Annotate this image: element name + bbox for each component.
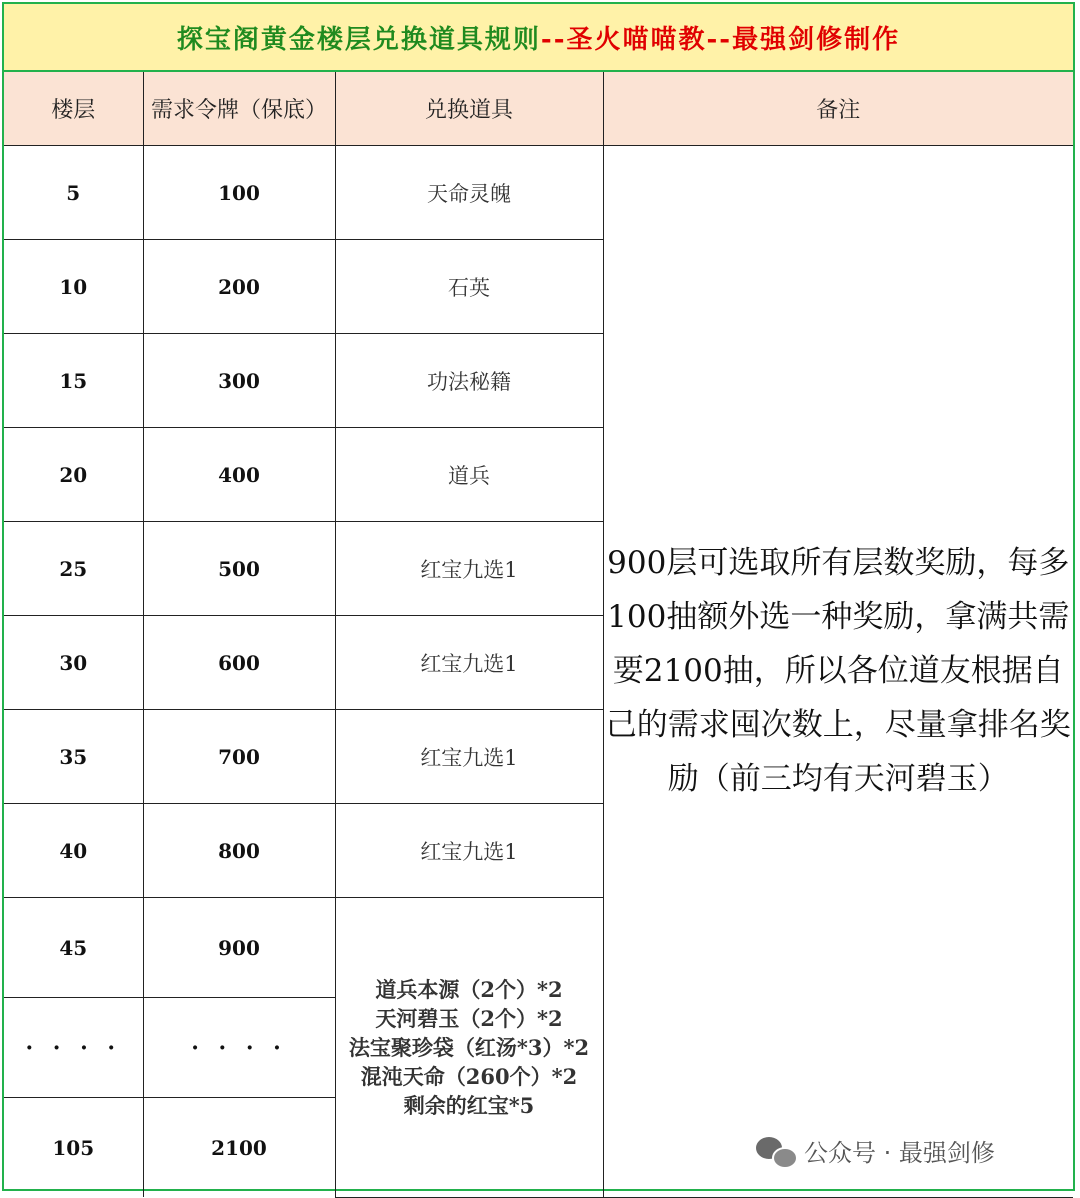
- floor-cell: 20: [4, 428, 143, 522]
- wechat-icon: [756, 1135, 796, 1167]
- special-items-cell: [335, 898, 603, 1198]
- item-cell: 红宝九选1: [335, 616, 603, 710]
- token-cell: 700: [143, 710, 335, 804]
- item-cell: 红宝九选1: [335, 710, 603, 804]
- floor-cell: 10: [4, 240, 143, 334]
- rules-sheet: [2, 2, 1075, 1191]
- token-cell: 500: [143, 522, 335, 616]
- token-cell: 200: [143, 240, 335, 334]
- floor-cell: 40: [4, 804, 143, 898]
- item-cell: 天命灵魄: [335, 146, 603, 240]
- title-author: --圣火喵喵教--最强剑修制作: [540, 24, 901, 55]
- watermark-text: 公众号 · 最强剑修: [804, 1139, 995, 1167]
- header-item: 兑换道具: [335, 72, 603, 146]
- token-cell: 800: [143, 804, 335, 898]
- table-row: [4, 146, 1073, 240]
- item-cell: 道兵: [335, 428, 603, 522]
- floor-cell: 35: [4, 710, 143, 804]
- watermark: [756, 1133, 995, 1168]
- item-cell: 功法秘籍: [335, 334, 603, 428]
- item-cell: 红宝九选1: [335, 522, 603, 616]
- token-cell: 600: [143, 616, 335, 710]
- header-row: [4, 72, 1073, 146]
- title-bar: [4, 4, 1073, 72]
- header-tokens: 需求令牌（保底）: [143, 72, 335, 146]
- note-cell: 900层可选取所有层数奖励，每多100抽额外选一种奖励，拿满共需要2100抽，所以各位道友根据自己的需求囤次数上，尽量拿排名奖励（前三均有天河碧玉）: [603, 146, 1073, 1198]
- item-cell: 红宝九选1: [335, 804, 603, 898]
- floor-cell: 25: [4, 522, 143, 616]
- special-item: 法宝聚珍袋（红汤*3）*2: [348, 1034, 590, 1060]
- special-item: 道兵本源（2个）*2: [375, 976, 563, 1002]
- token-cell: 900: [143, 898, 335, 998]
- floor-cell: · · · ·: [4, 998, 143, 1098]
- floor-cell: 5: [4, 146, 143, 240]
- token-cell: 100: [143, 146, 335, 240]
- token-cell: · · · ·: [143, 998, 335, 1098]
- exchange-table: [4, 72, 1073, 1198]
- special-item: 混沌天命（260个）*2: [360, 1063, 578, 1089]
- token-cell: 300: [143, 334, 335, 428]
- token-cell: 2100: [143, 1098, 335, 1198]
- header-floor: 楼层: [4, 72, 143, 146]
- floor-cell: 15: [4, 334, 143, 428]
- header-note: 备注: [603, 72, 1073, 146]
- special-item: 剩余的红宝*5: [403, 1092, 535, 1118]
- item-cell: 石英: [335, 240, 603, 334]
- token-cell: 400: [143, 428, 335, 522]
- special-item: 天河碧玉（2个）*2: [375, 1005, 563, 1031]
- floor-cell: 30: [4, 616, 143, 710]
- floor-cell: 105: [4, 1098, 143, 1198]
- page-title: 探宝阁黄金楼层兑换道具规则: [176, 24, 541, 55]
- floor-cell: 45: [4, 898, 143, 998]
